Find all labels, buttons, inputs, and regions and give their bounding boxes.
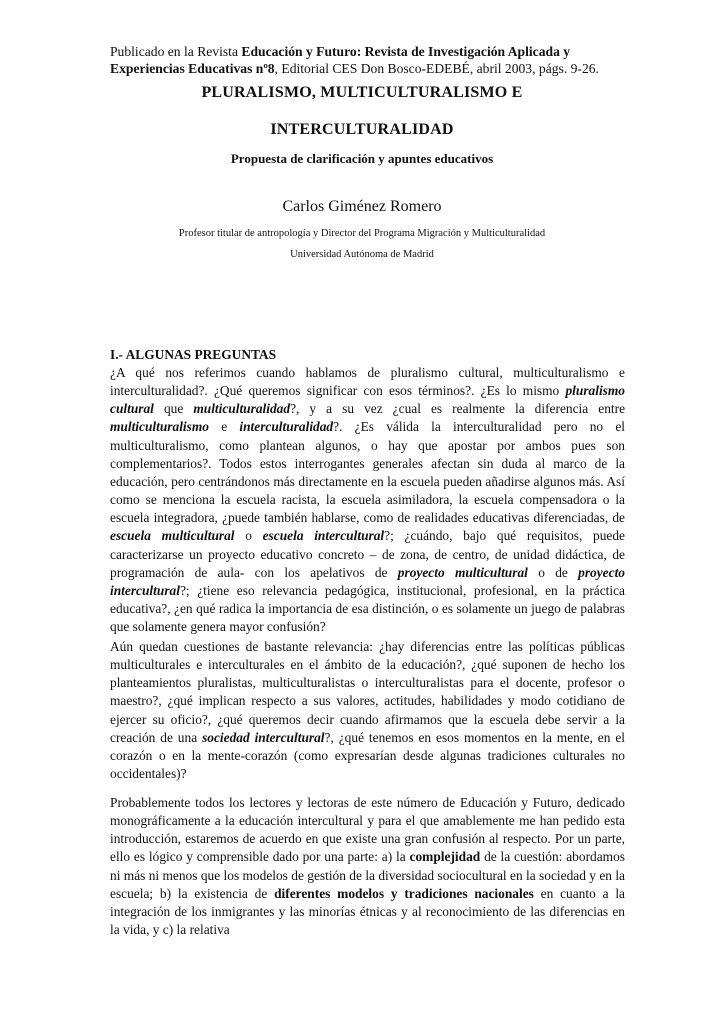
text-run: en cuanto a la integración de los inmigrantes y las minorías étnicas y al reconocimiento de las diferencias en la vida, y c) la relativa — [110, 885, 625, 938]
publication-note-prefix: Publicado en la Revista — [110, 44, 242, 59]
emphasis: sociedad intercultural — [202, 729, 325, 745]
emphasis: multiculturalidad — [193, 401, 291, 417]
publication-note-suffix: , Editorial CES Don Bosco-EDEBÉ, abril 2003, págs. 9-26. — [274, 61, 599, 76]
paragraph-1 — [110, 364, 625, 636]
section-heading: I.- ALGUNAS PREGUNTAS — [110, 347, 277, 362]
bold-term: diferentes modelos y tradiciones nacionales — [274, 885, 534, 901]
title-line-1: PLURALISMO, MULTICULTURALISMO E — [201, 84, 523, 101]
author-name: Carlos Giménez Romero — [282, 198, 442, 215]
text-run: que — [153, 401, 194, 417]
emphasis: multiculturalismo — [110, 419, 209, 435]
text-run: o de — [527, 564, 579, 580]
journal-name: Educación y Futuro: Revista de Investigación Aplicada y Experiencias Educativas nº8 — [110, 44, 571, 76]
publication-note — [110, 43, 630, 77]
paragraph-2 — [110, 638, 625, 783]
paragraph-3 — [110, 794, 625, 939]
text-run: o — [234, 528, 263, 544]
title-line-2: INTERCULTURALIDAD — [270, 121, 454, 138]
subtitle: Propuesta de clarificación y apuntes educativos — [230, 151, 494, 166]
text-run: ?, ¿qué tenemos en esos momentos en la mente, en el corazón o en la mente-corazón (como expresarían desde algunas tradiciones culturales no occidentales)? — [110, 729, 625, 782]
emphasis: escuela multicultural — [110, 528, 235, 544]
emphasis: proyecto multicultural — [397, 564, 528, 580]
text-run: Probablemente todos los lectores y lectoras de este número de Educación y Futuro, dedicado monográficamente a la educación intercultural y para el que amablemente me han pedido esta introducción, estaremos de acuerdo en que existe una gran confusión al respecto. Por un parte, ello es lógico y comprensible dado por una parte: a) la — [110, 795, 625, 865]
author-affiliation-university: Universidad Autónoma de Madrid — [290, 249, 434, 260]
text-run: e — [208, 419, 240, 435]
author-affiliation-position: Profesor titular de antropología y Director del Programa Migración y Multiculturalidad — [178, 228, 546, 239]
text-run: ?; ¿tiene eso relevancia pedagógica, institucional, profesional, en la práctica educativa?, ¿en qué radica la importancia de esa distinción, o es solamente un juego de palabras que solamente genera mayor confusión? — [110, 582, 625, 635]
emphasis: escuela intercultural — [262, 528, 385, 544]
text-run: ?. ¿Es válida la interculturalidad pero no el multiculturalismo, como plantean algunos, o hay que apostar por ambos pues son complementarios?. Todos estos interrogantes generales afectan sin duda al marco de la educación, pero centrándonos más directamente en la escuela pueden añadirse algunos más. Así como se menciona la escuela racista, la escuela asimiladora, la escuela compensadora o la escuela integradora, ¿puede también hablarse, como de realidades educativas diferenciadas, de — [110, 419, 626, 526]
text-run: Aún quedan cuestiones de bastante relevancia: ¿hay diferencias entre las políticas públicas multiculturales e interculturales en el ámbito de la educación?, ¿qué suponen de hecho los planteamientos pluralistas, multiculturalistas o interculturalistas para el docente, profesor o maestro?, ¿qué implican respecto a sus valores, actitudes, habilidades y modo cotidiano de ejercer su oficio?, ¿qué queremos decir cuando afirmamos que la escuela debe servir a la creación de una — [110, 639, 625, 745]
text-run: ¿A qué nos referimos cuando hablamos de pluralismo cultural, multiculturalismo e interculturalidad?. ¿Qué queremos significar con esos términos?. ¿Es lo mismo — [110, 365, 625, 399]
text-run: ?, y a su vez ¿cual es realmente la diferencia entre — [290, 401, 626, 417]
text-run: de la cuestión: abordamos ni más ni menos que los modelos de gestión de la diversidad sociocultural en la sociedad y en la escuela; b) la existencia de — [110, 849, 625, 901]
text-run: ?; ¿cuándo, bajo qué requisitos, puede caracterizarse un proyecto educativo concreto – de zona, de centro, de unidad didáctica, de programación de aula- con los apelativos de — [110, 528, 625, 580]
bold-term: complejidad — [409, 849, 481, 865]
emphasis: interculturalidad — [239, 419, 334, 435]
emphasis: pluralismo cultural — [110, 383, 625, 417]
emphasis: proyecto intercultural — [110, 564, 625, 598]
